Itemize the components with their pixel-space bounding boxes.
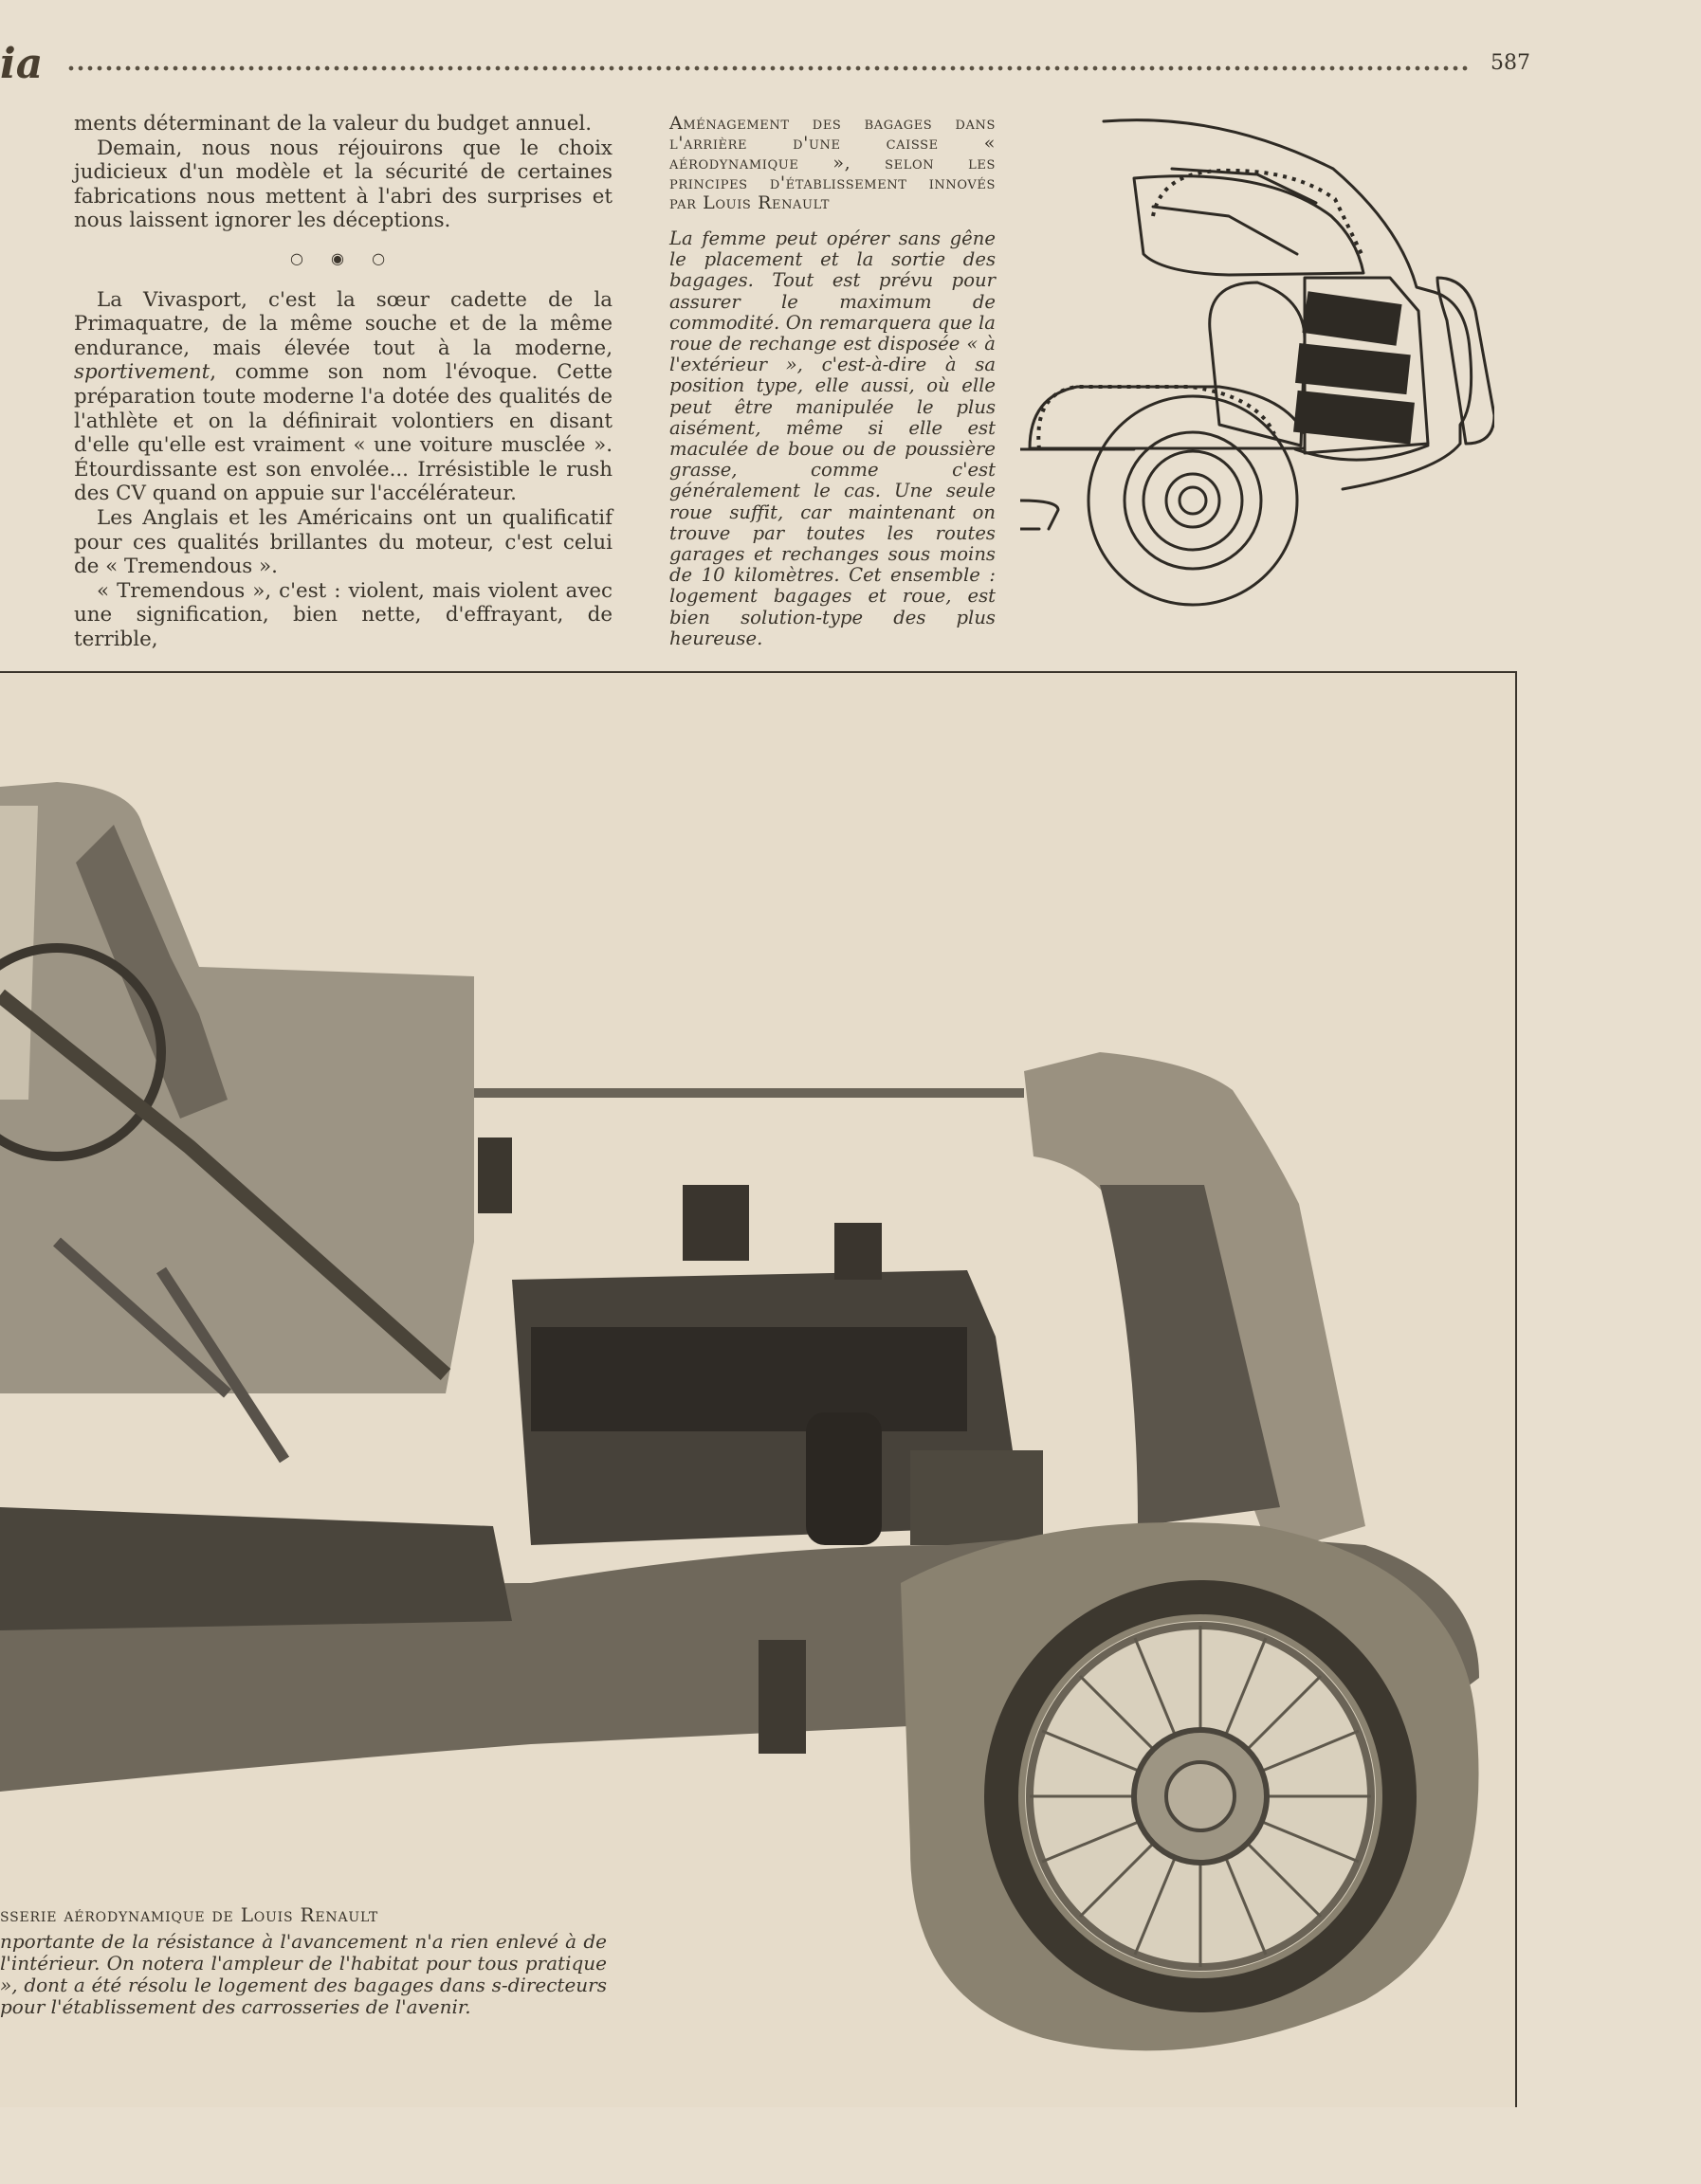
dotted-rule [66,64,1470,72]
article-column [74,112,613,651]
page-number: 587 [1491,51,1530,75]
luggage-diagram [1020,112,1494,629]
caption-text: La femme peut opérer sans gêne le placement et la sortie des bagages. Tout est prévu pour assurer le maximum de commodité. On remarquera que la roue de rechange est disposée « à l'extérieur », c'est-à-dire à sa position type, elle aussi, où elle peut être manipulée le plus aisément, même si elle est maculée de boue ou de poussière grasse, comme c'est généralement le cas. Une seule roue suffit, car maintenant on trouve par toutes les routes garages et rechanges sous moins de 10 kilomètres. Cet ensemble : logement bagages et roue, est bien solution-type des plus heureuse. [669,228,996,649]
photo-caption [0,1905,607,2018]
chassis-photo [0,673,1515,2107]
section-separator: ○ ◉ ○ [289,248,397,267]
chassis-photo-frame [0,671,1517,2107]
caption-heading: sserie aérodynamique de Louis Renault [0,1903,379,1926]
paragraph: ments déterminant de la valeur du budget annuel. [74,112,592,136]
diagram-caption [669,114,996,649]
caption-text: nportante de la résistance à l'avancement n'a rien enlevé à de l'intérieur. On notera l'ampleur de l'habitat pour tous pratique », dont a été résolu le logement des bagages dans s-directeurs pour l'établissement des carrosseries de l'avenir. [0,1930,607,2018]
paragraph: « Tremendous », c'est : violent, mais violent avec une signification, bien nette, d'effrayant, de terrible, [74,578,613,651]
paragraph: Les Anglais et les Américains ont un qualificatif pour ces qualités brillantes du moteur, c'est celui de « Tremendous ». [74,505,613,579]
masthead-fragment: ia [0,40,44,88]
paragraph: La Vivasport, c'est la sœur cadette de la Primaquatre, de la même souche et de la même endurance, mais élevée tout à la moderne, sportivement, comme son nom l'évoque. Cette préparation toute moderne l'a dotée des qualités de l'athlète et on la définirait volontiers en disant d'elle qu'elle est vraiment « une voiture musclée ». Étourdissante est son envolée... Irrésistible le rush des CV quand on appuie sur l'accélérateur. [74,287,613,506]
caption-heading: Aménagement des bagages dans l'arrière d'une caisse « aérodynamique », selon les principes d'établissement innovés par Louis Renault [669,113,996,213]
paragraph: Demain, nous nous réjouirons que le choix judicieux d'un modèle et la sécurité de certaines fabrications nous mettent à l'abri des surprises et nous laissent ignorer les déceptions. [74,136,613,233]
